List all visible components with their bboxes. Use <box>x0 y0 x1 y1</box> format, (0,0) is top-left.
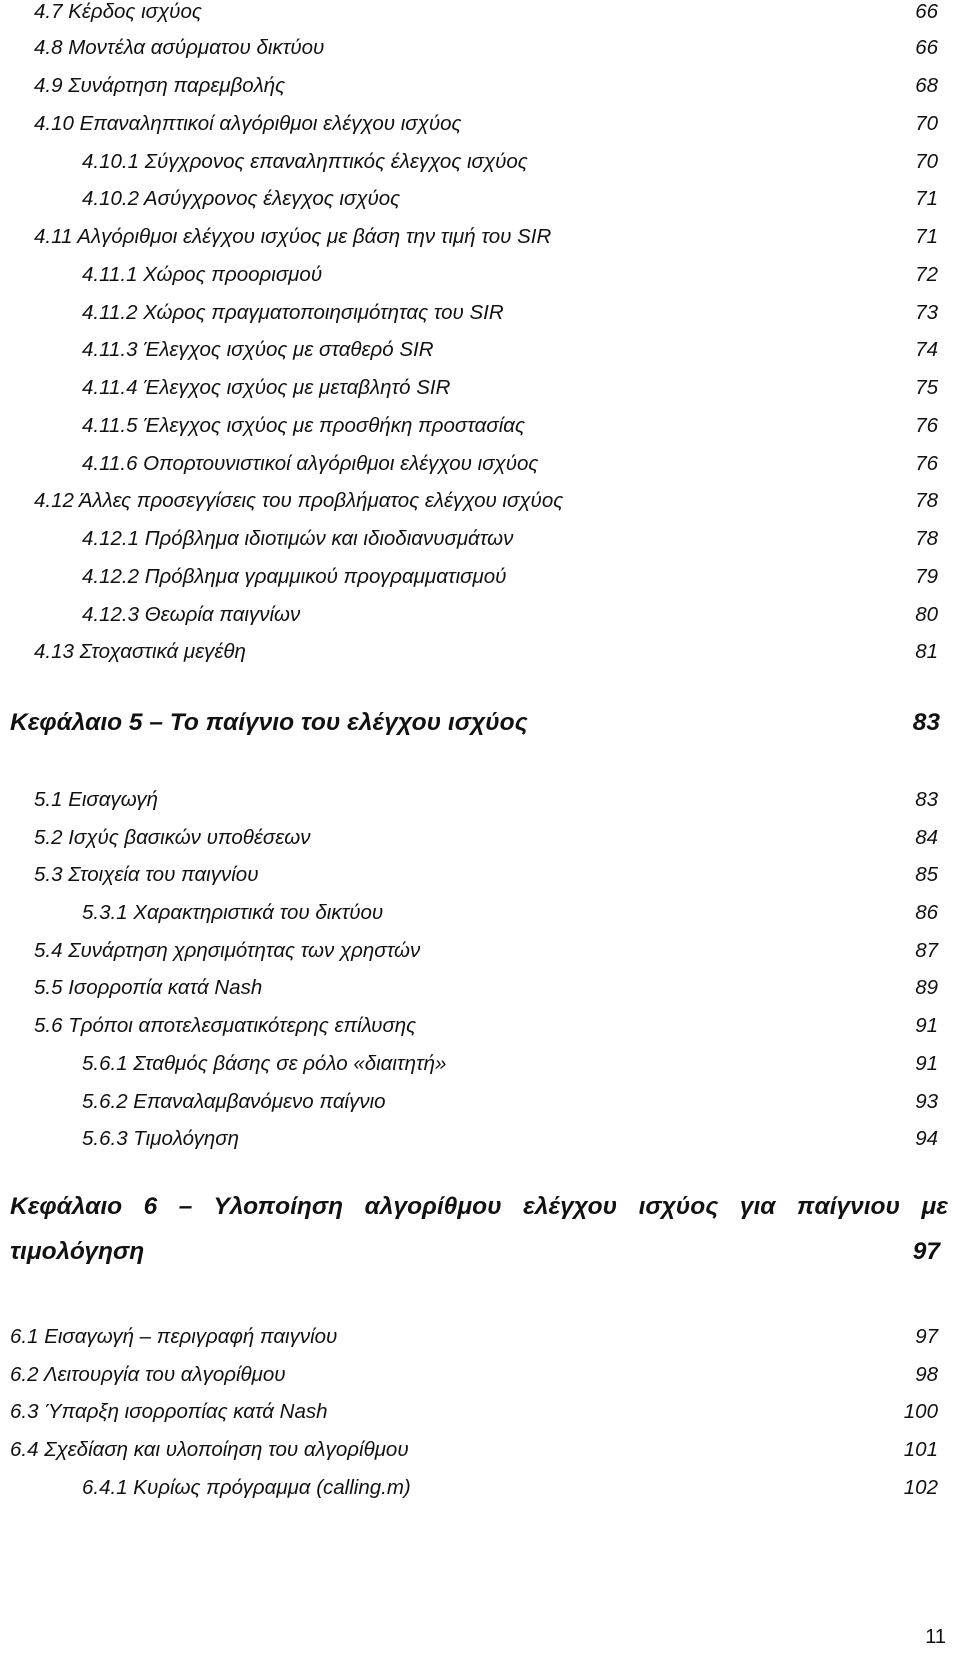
toc-entry-4-12-1: 4.12.1 Πρόβλημα ιδιοτιμών και ιδιοδιανυσμάτων <box>82 527 514 550</box>
toc-entry-4-12: 4.12 Άλλες προσεγγίσεις του προβλήματος ελέγχου ισχύος <box>34 489 564 512</box>
toc-page-5-5: 89 <box>915 976 938 999</box>
toc-page-4-9: 68 <box>915 74 938 97</box>
toc-entry-5-4: 5.4 Συνάρτηση χρησιμότητας των χρηστών <box>34 939 421 962</box>
toc-entry-5-2: 5.2 Ισχύς βασικών υποθέσεων <box>34 826 311 849</box>
toc-entry-5-6: 5.6 Τρόποι αποτελεσματικότερης επίλυσης <box>34 1014 417 1037</box>
toc-entry-4-11-3: 4.11.3 Έλεγχος ισχύος με σταθερό SIR <box>82 338 434 361</box>
toc-entry-6-3: 6.3 Ύπαρξη ισορροπίας κατά Nash <box>10 1400 328 1423</box>
toc-page-4-10-1: 70 <box>915 150 938 173</box>
toc-page-4-10-2: 71 <box>915 187 938 210</box>
toc-page-4-12-2: 79 <box>915 565 938 588</box>
chapter-6-heading-line2: τιμολόγηση <box>10 1238 145 1265</box>
toc-entry-6-1: 6.1 Εισαγωγή – περιγραφή παιγνίου <box>10 1325 338 1348</box>
toc-page-5-6-3: 94 <box>915 1127 938 1150</box>
toc-page-4-10: 70 <box>915 112 938 135</box>
toc-entry-4-11-1: 4.11.1 Χώρος προορισμού <box>82 263 323 286</box>
toc-page-4-12: 78 <box>915 489 938 512</box>
toc-page-5-6: 91 <box>915 1014 938 1037</box>
chapter-6-page: 97 <box>912 1238 940 1265</box>
toc-page-6-4: 101 <box>903 1438 938 1461</box>
chapter-6-heading-line1: Κεφάλαιο 6 – Υλοποίηση αλγορίθμου ελέγχου ισχύος για παίγνιου με <box>10 1193 948 1220</box>
toc-entry-4-12-3: 4.12.3 Θεωρία παιγνίων <box>82 603 301 626</box>
toc-entry-4-7: 4.7 Κέρδος ισχύος <box>34 0 202 23</box>
toc-page-4-11-5: 76 <box>915 414 938 437</box>
toc-page-5-2: 84 <box>915 826 938 849</box>
toc-page-4-11-6: 76 <box>915 452 938 475</box>
toc-page-4-12-1: 78 <box>915 527 938 550</box>
toc-page-4-11-2: 73 <box>915 301 938 324</box>
toc-entry-5-6-1: 5.6.1 Σταθμός βάσης σε ρόλο «διαιτητή» <box>82 1052 447 1075</box>
toc-page-5-1: 83 <box>915 788 938 811</box>
toc-page-4-11-1: 72 <box>915 263 938 286</box>
toc-entry-4-9: 4.9 Συνάρτηση παρεμβολής <box>34 74 286 97</box>
toc-entry-4-11-5: 4.11.5 Έλεγχος ισχύος με προσθήκη προστασίας <box>82 414 525 437</box>
toc-page-5-3-1: 86 <box>915 901 938 924</box>
toc-entry-5-3-1: 5.3.1 Χαρακτηριστικά του δικτύου <box>82 901 384 924</box>
toc-page-5-3: 85 <box>915 863 938 886</box>
toc-page-5-6-1: 91 <box>915 1052 938 1075</box>
chapter-5-page: 83 <box>912 709 940 736</box>
toc-entry-6-2: 6.2 Λειτουργία του αλγορίθμου <box>10 1363 286 1386</box>
toc-entry-5-6-3: 5.6.3 Τιμολόγηση <box>82 1127 240 1150</box>
toc-entry-4-10-2: 4.10.2 Ασύγχρονος έλεγχος ισχύος <box>82 187 401 210</box>
toc-entry-4-10: 4.10 Επαναληπτικοί αλγόριθμοι ελέγχου ισχύος <box>34 112 462 135</box>
toc-entry-6-4: 6.4 Σχεδίαση και υλοποίηση του αλγορίθμου <box>10 1438 409 1461</box>
toc-entry-4-8: 4.8 Μοντέλα ασύρματου δικτύου <box>34 36 325 59</box>
toc-entry-4-11-2: 4.11.2 Χώρος πραγματοποιησιμότητας του SIR <box>82 301 504 324</box>
toc-page-6-3: 100 <box>903 1400 938 1423</box>
toc-page-6-1: 97 <box>915 1325 938 1348</box>
toc-entry-4-11: 4.11 Αλγόριθμοι ελέγχου ισχύος με βάση την τιμή του SIR <box>34 225 552 248</box>
toc-page-4-11-4: 75 <box>915 376 938 399</box>
page-number: 11 <box>925 1626 946 1648</box>
toc-entry-4-12-2: 4.12.2 Πρόβλημα γραμμικού προγραμματισμού <box>82 565 507 588</box>
toc-page-4-12-3: 80 <box>915 603 938 626</box>
toc-page-4-7: 66 <box>915 0 938 23</box>
toc-page-4-11: 71 <box>915 225 938 248</box>
toc-entry-5-3: 5.3 Στοιχεία του παιγνίου <box>34 863 259 886</box>
toc-entry-6-4-1: 6.4.1 Κυρίως πρόγραμμα (calling.m) <box>82 1476 411 1499</box>
toc-page-6-4-1: 102 <box>903 1476 938 1499</box>
toc-entry-4-13: 4.13 Στοχαστικά μεγέθη <box>34 640 246 663</box>
chapter-5-heading: Κεφάλαιο 5 – Το παίγνιο του ελέγχου ισχύος <box>10 709 528 736</box>
toc-entry-4-11-6: 4.11.6 Οπορτουνιστικοί αλγόριθμοι ελέγχου ισχύος <box>82 452 539 475</box>
toc-entry-4-10-1: 4.10.1 Σύγχρονος επαναληπτικός έλεγχος ισχύος <box>82 150 528 173</box>
toc-page-5-4: 87 <box>915 939 938 962</box>
toc-page-4-8: 66 <box>915 36 938 59</box>
toc-entry-5-6-2: 5.6.2 Επαναλαμβανόμενο παίγνιο <box>82 1090 386 1113</box>
toc-page-5-6-2: 93 <box>915 1090 938 1113</box>
toc-page-4-13: 81 <box>915 640 938 663</box>
toc-page-4-11-3: 74 <box>915 338 938 361</box>
toc-entry-4-11-4: 4.11.4 Έλεγχος ισχύος με μεταβλητό SIR <box>82 376 451 399</box>
toc-page-6-2: 98 <box>915 1363 938 1386</box>
toc-entry-5-5: 5.5 Ισορροπία κατά Nash <box>34 976 263 999</box>
toc-entry-5-1: 5.1 Εισαγωγή <box>34 788 158 811</box>
